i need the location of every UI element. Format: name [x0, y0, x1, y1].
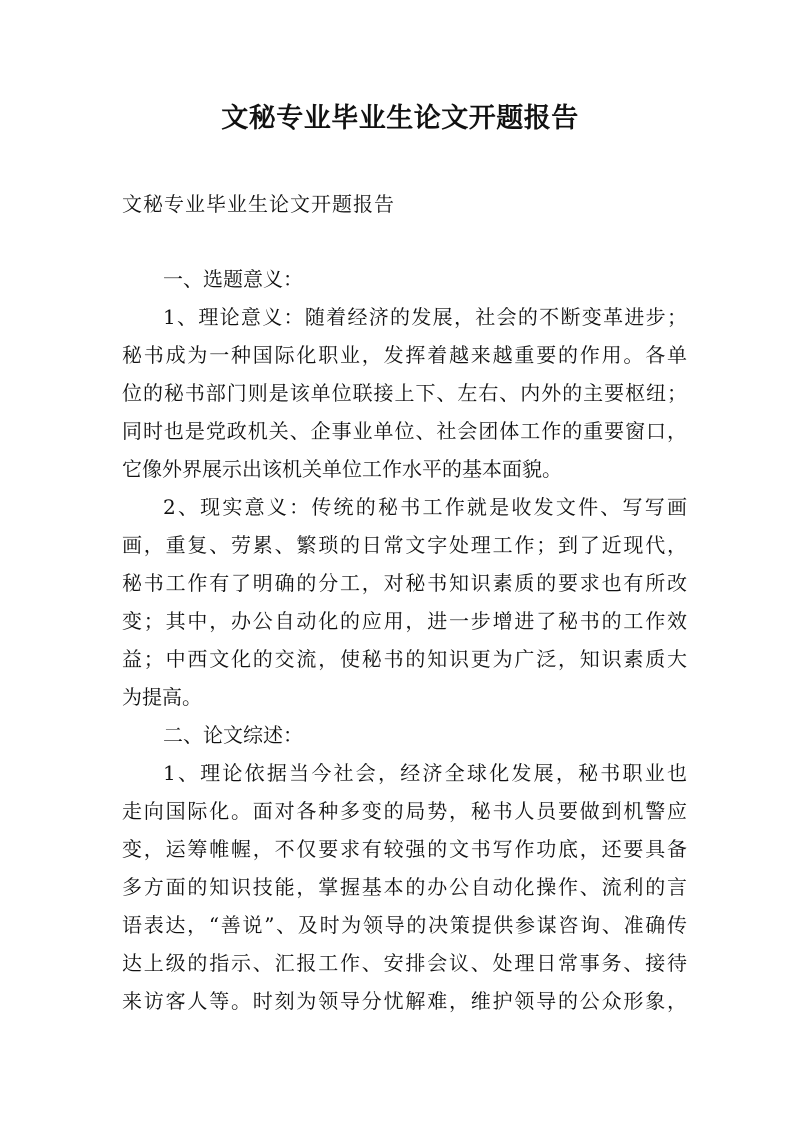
- paragraph-line: 它像外界展示出该机关单位工作水平的基本面貌。: [122, 457, 562, 481]
- paragraph-line: 走向国际化。面对各种多变的局势，秘书人员要做到机警应: [122, 799, 687, 823]
- paragraph-line: 1、理论意义：随着经济的发展，社会的不断变革进步；: [163, 305, 687, 329]
- paragraph-line: 秘书成为一种国际化职业，发挥着越来越重要的作用。各单: [122, 343, 687, 367]
- paragraph-line: 位的秘书部门则是该单位联接上下、左右、内外的主要枢纽；: [122, 381, 687, 405]
- paragraph-line: 多方面的知识技能，掌握基本的办公自动化操作、流利的言: [122, 875, 687, 899]
- paragraph-line: 来访客人等。时刻为领导分忧解难，维护领导的公众形象，: [122, 989, 687, 1013]
- document-subtitle: 文秘专业毕业生论文开题报告: [122, 192, 395, 216]
- paragraph-line: 变；其中，办公自动化的应用，进一步增进了秘书的工作效: [122, 609, 687, 633]
- paragraph-line: 同时也是党政机关、企事业单位、社会团体工作的重要窗口，: [122, 419, 687, 443]
- paragraph-line: 益；中西文化的交流，使秘书的知识更为广泛，知识素质大: [122, 647, 687, 671]
- paragraph-line: 秘书工作有了明确的分工，对秘书知识素质的要求也有所改: [122, 571, 687, 595]
- document-title: 文秘专业毕业生论文开题报告: [221, 103, 579, 134]
- paragraph-line: 画，重复、劳累、繁琐的日常文字处理工作；到了近现代，: [122, 533, 687, 557]
- paragraph-line: 1、理论依据当今社会，经济全球化发展，秘书职业也: [163, 761, 687, 785]
- paragraph-line: 语表达，“善说”、及时为领导的决策提供参谋咨询、准确传: [122, 913, 687, 937]
- section-heading-literature-review: 二、论文综述：: [163, 723, 303, 747]
- paragraph-line: 变，运筹帷幄，不仅要求有较强的文书写作功底，还要具备: [122, 837, 687, 861]
- paragraph-line: 为提高。: [122, 685, 202, 709]
- section-heading-topic-significance: 一、选题意义：: [163, 267, 303, 291]
- paragraph-line: 达上级的指示、汇报工作、安排会议、处理日常事务、接待: [122, 951, 687, 975]
- paragraph-line: 2、现实意义：传统的秘书工作就是收发文件、写写画: [163, 495, 687, 519]
